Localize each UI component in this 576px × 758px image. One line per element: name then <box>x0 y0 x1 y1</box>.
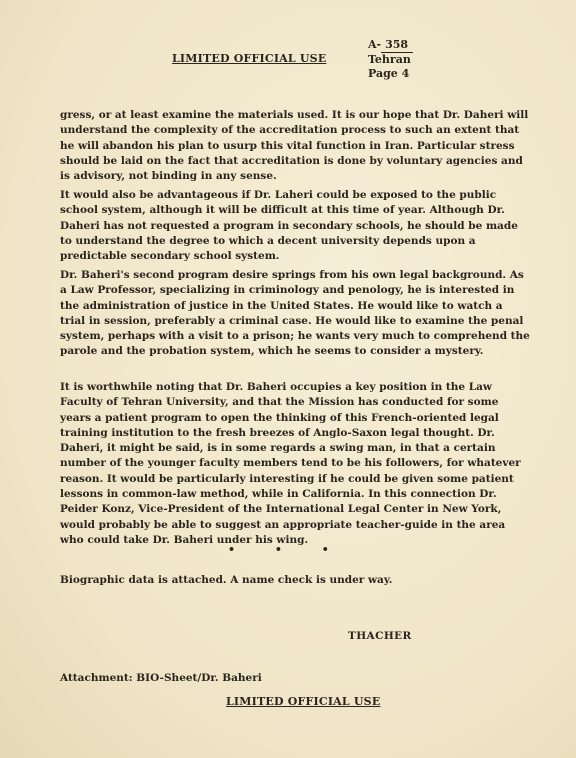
signature-name: THACHER <box>348 630 412 642</box>
biographic-note: Biographic data is attached. A name check is under way. <box>60 574 393 586</box>
body-paragraph-3: Dr. Baheri's second program desire springs from his own legal background. As a Law Professor, specializing in criminology and penology, he is interested in the administration of justice in the United States. He would like to watch a trial in session, preferably a criminal case. He would like to examine the penal system, perhaps with a visit to a prison; he wants very much to comprehend the parole and the probation system, which he seems to consider a mystery. <box>60 269 530 358</box>
page-number: Page 4 <box>368 67 410 80</box>
post-name: Tehran <box>368 53 411 66</box>
body-paragraph-2: It would also be advantageous if Dr. Laheri could be exposed to the public school system, although it will be difficult at this time of year. Although Dr. Daheri has not requested a program in secondary schools, he should be made to understand the degree to which a decent university depends upon a predictable secondary school system. <box>60 189 518 263</box>
body-paragraph-4: It is worthwhile noting that Dr. Baheri occupies a key position in the Law Faculty of Tehran University, and that the Mission has conducted for some years a patient program to open the thinking of this French-oriented legal training institution to the fresh breezes of Anglo-Saxon legal thought. Dr. Daheri, it might be said, is in some regards a swing man, in that a certain number of the younger faculty members tend to be his followers, for whatever reason. It would be particularly interesting if he could be given some patient lessons in common-law method, while in California. In this connection Dr. Peider Konz, Vice-President of the International Legal Center in New York, would probably be able to suggest an appropriate teacher-guide in the area who could take Dr. Baheri under his wing. <box>60 381 521 546</box>
document-reference-block <box>368 38 413 81</box>
attachment-line: Attachment: BIO-Sheet/Dr. Baheri <box>60 672 262 684</box>
airgram-number: 358 <box>381 38 413 53</box>
airgram-prefix: A- <box>368 38 382 51</box>
footer-classification-marking: LIMITED OFFICIAL USE <box>226 695 381 708</box>
airgram-number-line <box>368 38 413 53</box>
section-separator: • • • <box>228 543 329 556</box>
header-classification-marking: LIMITED OFFICIAL USE <box>172 52 327 65</box>
body-paragraph-1: gress, or at least examine the materials used. It is our hope that Dr. Daheri will understand the complexity of the accreditation process to such an extent that he will abandon his plan to usurp this vital function in Iran. Particular stress should be laid on the fact that accreditation is done by voluntary agencies and is advisory, not binding in any sense. <box>60 109 529 183</box>
